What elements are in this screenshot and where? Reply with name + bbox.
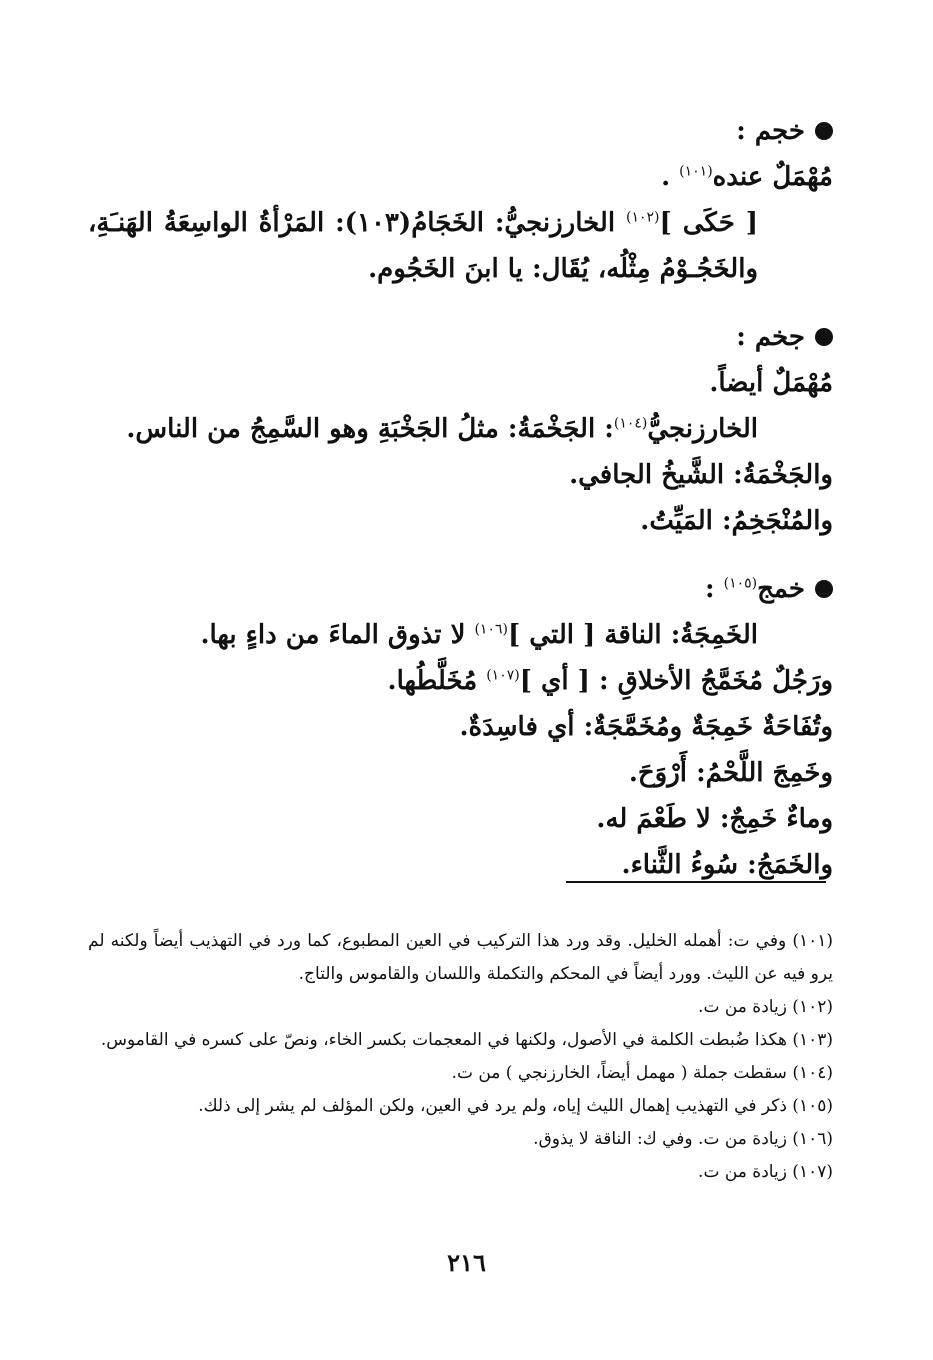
footnote: (١٠٢) زيادة من ت. <box>698 997 833 1017</box>
footnote-ref: (١٠٧) <box>486 667 520 684</box>
entry-line: والمُنْجَخِمُ: المَيِّتُ. <box>640 506 833 536</box>
entry-line: وخَمِجَ اللَّحْمُ: أَرْوَحَ. <box>628 758 833 788</box>
entry-headword-line <box>88 314 833 360</box>
entry-line: ورَجُلٌ مُخَمَّجُ الأخلاقِ : [ أي ]$^{(١٠٧)}$ مُخَلَّطُها. <box>387 666 833 696</box>
entry-line: الخارزنجيُّ$^{(١٠٤)}$: الجَخْمَةُ: مثلُ الجَخْبَةِ وهو السَّمِجُ من الناس. <box>126 414 758 444</box>
entry-headword: خجم : <box>736 116 805 146</box>
entry-line: الخَمِجَةُ: الناقة [ التي ]$^{(١٠٦)}$ لا تذوق الماءَ من داءٍ بها. <box>200 620 758 650</box>
footnotes <box>88 925 833 1189</box>
entry-line: وتُفَاحَةٌ خَمِجَةٌ ومُخَمَّجَةٌ: أي فاسِدَةٌ. <box>459 712 833 742</box>
entry-line: مُهْمَلٌ عنده$^{(١٠١)}$ . <box>661 162 833 192</box>
entry-line: [ حَكَى ]$^{(١٠٢)}$ الخارزنجيُّ: الخَجَامُ(١٠٣): المَرْأةُ الواسِعَةُ الهَنـَةِ، والخَجُـوْمُ مِثْلُه، يُقَال: يا ابنَ الخَجُوم. <box>88 208 758 284</box>
footnote-ref: (١٠٥) <box>723 575 758 592</box>
footnote-ref: (١٠١) <box>679 163 713 180</box>
entry-line: مُهْمَلٌ أيضاً. <box>709 368 833 398</box>
footnote: (١٠٣) هكذا ضُبطت الكلمة في الأصول، ولكنها في المعجمات بكسر الخاء، ونصّ على كسره في القاموس. <box>100 1030 833 1050</box>
bullet-dot-icon <box>815 580 833 598</box>
footnote-ref: (١٠٤) <box>613 415 648 432</box>
footnote: (١٠٦) زيادة من ت. وفي ك: الناقة لا يذوق. <box>533 1129 833 1149</box>
page-number: ٢١٦ <box>447 1248 486 1277</box>
bullet-dot-icon <box>815 328 833 346</box>
entry-line: والجَخْمَةُ: الشَّيخُ الجافي. <box>569 460 833 490</box>
entry-headword-line <box>88 108 833 154</box>
entry-headword: خمج$^{(١٠٥)}$ : <box>704 574 805 604</box>
entry-headword-line <box>88 566 833 612</box>
footnote: (١٠٧) زيادة من ت. <box>698 1162 833 1182</box>
footnote: (١٠٥) ذكر في التهذيب إهمال الليث إياه، ولم يرد في العين، ولكن المؤلف لم يشر إلى ذلك. <box>198 1096 833 1116</box>
entry-headword: جخم : <box>736 322 805 352</box>
entry-line: والخَمَجُ: سُوءُ الثَّناء. <box>621 850 833 880</box>
entry-line: وماءٌ خَمِجٌ: لا طَعْمَ له. <box>596 804 833 834</box>
bullet-dot-icon <box>815 122 833 140</box>
footnote-ref: (١٠٢) <box>625 209 660 226</box>
entry-jkhm <box>88 314 833 544</box>
entry-khjm <box>88 108 833 292</box>
footnote: (١٠٤) سقطت جملة ( مهمل أيضاً، الخارزنجي ) من ت. <box>451 1063 833 1083</box>
dictionary-body <box>88 108 833 910</box>
footnote-separator <box>566 881 826 883</box>
footnote-ref: (١٠٦) <box>474 621 508 638</box>
entry-khmj <box>88 566 833 888</box>
footnote: (١٠١) وفي ت: أهمله الخليل. وقد ورد هذا التركيب في العين المطبوع، كما ورد في التهذيب أيضاً ولكنه لم يرو فيه عن الليث. وورد أيضاً في المحكم والتكملة واللسان والقاموس والتاج. <box>88 931 833 984</box>
